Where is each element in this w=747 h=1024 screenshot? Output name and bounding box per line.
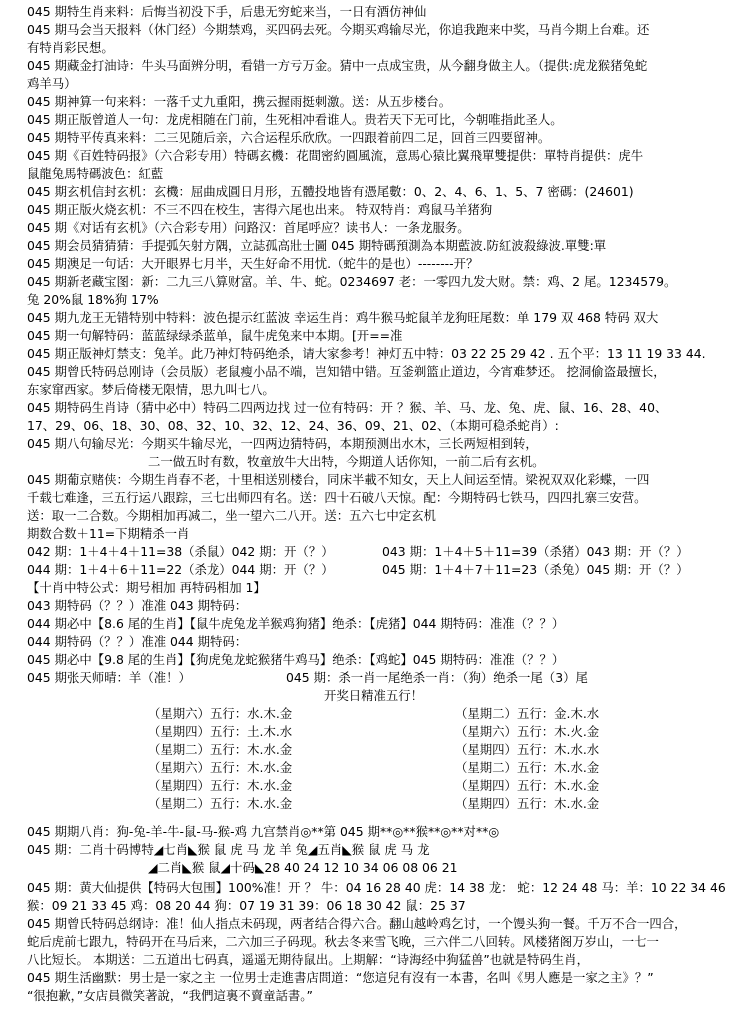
- wuxing-left: （星期六）五行：木.水.金: [148, 760, 293, 775]
- wuxing-title: 开奖日精准五行！: [323, 688, 424, 703]
- text-line: 045 期新老藏宝图：新：二九三八算财富。羊、牛、蛇。0234697 老：一零四九发大财。禁：鸡、2 尾。1234579。: [27, 274, 677, 289]
- text-line: 045 期九龙王无错特别中特料：波色提示红蓝波 幸运生肖：鸡牛猴马蛇鼠羊龙狗旺尾数：单 179 双 468 特码 双大: [27, 310, 659, 325]
- text-line: 期数合数＋11=下期精杀一肖: [27, 526, 190, 541]
- text-line: 鼠龍兔馬特碼波色：紅藍: [27, 166, 164, 181]
- text-line: 千载七难逢，三五行运八跟踪，三七出师四有名。送：四十石破八天惊。配：今期特码七铁马，四四扎寨三安营。: [27, 490, 647, 505]
- wuxing-left: （星期四）五行：土.木.水: [148, 724, 293, 739]
- text-line: “很抱歉，”女店員微笑著說，“我們這裏不賣童話書。”: [27, 988, 313, 1003]
- calc-042: 042 期：1＋4＋4＋11=38（杀鼠）042 期：开（？）: [27, 544, 334, 559]
- text-line: 17、29、06、18、30、08、32、10、32、12、24、36、09、21、02、（本期可稳杀蛇肖）:: [27, 418, 559, 433]
- text-line: 鸡羊马）: [27, 76, 77, 91]
- text-line: 045 期：二肖十码博特◢七肖◣猴 鼠 虎 马 龙 羊 兔◢五肖◣猴 鼠 虎 马 龙: [27, 842, 430, 857]
- wuxing-right: （星期四）五行：木.水.金: [455, 778, 600, 793]
- wuxing-right: （星期二）五行：金.木.水: [455, 706, 600, 721]
- text-line: 045 期必中【9.8 尾的生肖】【狗虎兔龙蛇猴猪牛鸡马】绝杀：【鸡蛇】045 期特码：准准（？？）: [27, 652, 565, 667]
- text-line: 045 期曾氏特码总刚诗（会员版）老鼠瘦小品不端，岂知错中错。互釜剃篮止道边，今宵难梦还。 挖洞偷盗最擅长，: [27, 364, 666, 379]
- text-line: 045 期玄机信封玄机：玄機：屈曲成圓日月形，五體投地皆有憑尾數：0、2、4、6、1、5、7 密碼：(24601): [27, 184, 634, 199]
- text-line: 八比短长。 本期送：二五道出七码真，遥遥无期待鼠出。上期解：“诗海经中狗猛兽”也就是特码生肖，: [27, 952, 589, 967]
- formula-line: 【十肖中特公式：期号相加 再特码相加 1】: [27, 580, 266, 595]
- text-line: 045 期特码生肖诗（猜中必中）特码二四两边找 过一位有特码：开 ？猴、羊、马、龙、兔、虎、鼠、16、28、40、: [27, 400, 668, 415]
- text-line: 045 期曾氏特码总纲诗：准！仙人指点未码现，两者结合得六合。翻山越岭鸡乞讨，一个馒头狗一餐。千万不合一四合，: [27, 916, 687, 931]
- text-line: 045 期《对话有玄机》（六合彩专用）问路汉：首尾呼应？读书人：一条龙服务。: [27, 220, 470, 235]
- kill-zodiac-line: 045 期：杀一肖一尾绝杀一肖：（狗）绝杀一尾（3）尾: [286, 670, 588, 685]
- text-line: 045 期正版神灯禁支：兔羊。此乃神灯特码绝杀，请大家参考！神灯五中特：03 22 25 29 42 . 五个平：13 11 19 33 44.: [27, 346, 706, 361]
- text-line: 二一做五时有数，牧童放牛大出特，今期道人话你知，一前二后有玄机。: [148, 454, 545, 469]
- text-line: 045 期一句解特码：蓝蓝绿绿杀蓝单，鼠牛虎兔来中本期。[开==准: [27, 328, 403, 343]
- text-line: ◢二肖◣猴 鼠◢十码◣28 40 24 12 10 34 06 08 06 21: [148, 860, 458, 875]
- text-line: 045 期藏金打油诗：牛头马面辨分明，看错一方亏万金。猜中一点成宝贵，从今翻身做主人。（提供:虎龙猴猪兔蛇: [27, 58, 648, 73]
- calc-043: 043 期：1＋4＋5＋11=39（杀猪）043 期：开（？）: [382, 544, 689, 559]
- calc-045: 045 期：1＋4＋7＋11=23（杀兔）045 期：开（？）: [382, 562, 689, 577]
- text-line: 045 期特平传真来料：二三见随后亲，六合运程乐欣欣。一四跟着前四二足，回首三四要留神。: [27, 130, 551, 145]
- text-line: 东家窜西家。梦后倚楼无限情，思九叫七八。: [27, 382, 275, 397]
- text-line: 043 期特码（？？）准准 043 期特码：: [27, 598, 248, 613]
- text-line: 045 期特生肖来料：后悔当初没下手，后患无穷蛇来当，一日有酒仿神仙: [27, 4, 427, 19]
- text-line: 044 期特码（？？）准准 044 期特码：: [27, 634, 248, 649]
- text-line: 045 期正版曾道人一句：龙虎相随在门前，生死相冲看谁人。贵若天下无可比，今朝唯指此圣人。: [27, 112, 563, 127]
- wuxing-left: （星期四）五行：木.水.金: [148, 778, 293, 793]
- wuxing-right: （星期四）五行：木.水.水: [455, 742, 600, 757]
- text-line: 045 期生活幽默：男士是一家之主 一位男士走進書店問道：“您這兒有沒有一本書，名叫《男人應是一家之主》？”: [27, 970, 654, 985]
- text-line: 045 期：黄大仙提供【特码大包围】100%准！开 ？ 牛：04 16 28 40 虎：14 38 龙： 蛇：12 24 48 马：羊：10 22 34 46: [27, 880, 726, 895]
- text-line: 蛇后虎前七跟九，特码开在马后来，二六加三子码现。秋去冬来雪飞晚，三六伴二八回转。风楼猪阁万岁山，一七一: [27, 934, 659, 949]
- text-line: 045 期神算一句来料：一落千丈九重阳，携云握雨挺刺激。送：从五步楼台。: [27, 94, 452, 109]
- text-line: 045 期澳足一句话：大开眼界七月半，天生好命不用忧.（蛇牛的是也）--------开？: [27, 256, 479, 271]
- wuxing-left: （星期六）五行：水.木.金: [148, 706, 293, 721]
- text-line: 045 期期八肖：狗-兔-羊-牛-鼠-马-猴-鸡 九宫禁肖◎**第 045 期**◎**猴**◎**对**◎: [27, 824, 500, 839]
- wuxing-right: （星期六）五行：木.火.金: [455, 724, 600, 739]
- text-line: 045 期《百姓特码报》（六合彩专用）特碼玄機：花間密約圓風流，意馬心猿比翼飛單雙提供：單特肖提供：虎牛: [27, 148, 644, 163]
- text-line: 045 期葡京赌侠：今期生肖春不老，十里相送别楼台，同床半載不知女，天上人间运至情。梁祝双双化彩蝶，一四: [27, 472, 650, 487]
- text-line: 兔 20%鼠 18%狗 17%: [27, 292, 159, 307]
- wuxing-left: （星期二）五行：木.水.金: [148, 796, 293, 811]
- wuxing-left: （星期二）五行：木.水.金: [148, 742, 293, 757]
- text-line: 044 期必中【8.6 尾的生肖】【鼠牛虎兔龙羊猴鸡狗猪】绝杀：【虎猪】044 期特码：准准（？？）: [27, 616, 565, 631]
- calc-044: 044 期：1＋4＋6＋11=22（杀龙）044 期：开（？）: [27, 562, 334, 577]
- text-line: 猴：09 21 33 45 鸡：08 20 44 狗：07 19 31 39：06 18 30 42 鼠：25 37: [27, 898, 466, 913]
- text-line: 045 期八句输尽光：今期买牛输尽光，一四两边猜特码，本期预测出水木，三长两短相到转，: [27, 436, 538, 451]
- text-line: 有特肖彩民想。: [27, 40, 114, 55]
- zhang-tianshi: 045 期张天师晴：羊（准！）: [27, 670, 191, 685]
- text-line: 送：取一二合数。今期相加再减二，坐一望六二八开。送：五六七中定玄机: [27, 508, 436, 523]
- text-line: 045 期会员猜猜猜：手提弧矢射方隅，立誌孤高壯士圖 045 期特碼預測為本期藍波.防紅波殺綠波.單雙:單: [27, 238, 607, 253]
- wuxing-right: （星期二）五行：木.水.金: [455, 760, 600, 775]
- wuxing-right: （星期四）五行：木.水.金: [455, 796, 600, 811]
- text-line: 045 期马会当天报料（休门经）今期禁鸡，买四码去死。今期买鸡输尽光，你追我跑来中奖，马肖今期上台难。还: [27, 22, 650, 37]
- text-line: 045 期正版火烧玄机：不三不四在校生，害得六尾也出来。 特双特肖：鸡鼠马羊猪狗: [27, 202, 493, 217]
